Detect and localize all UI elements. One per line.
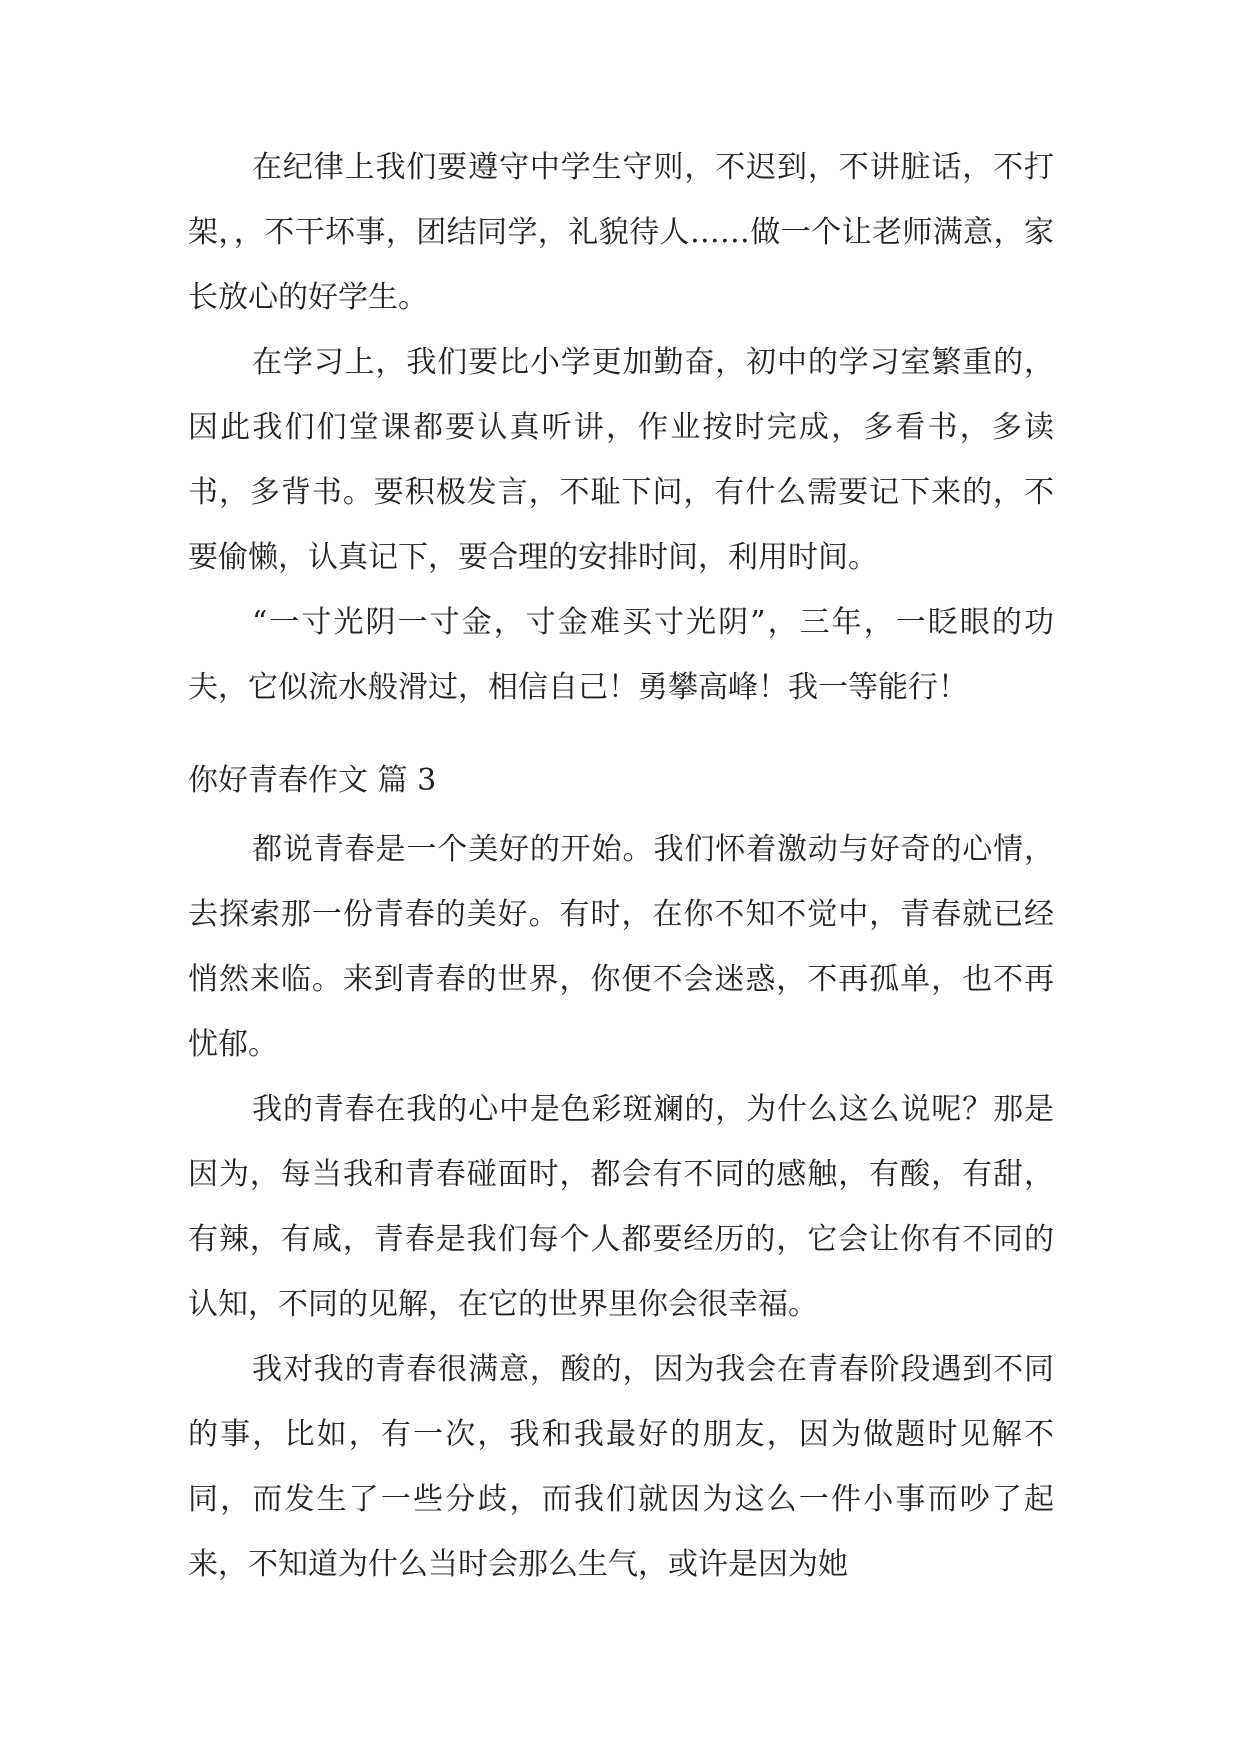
document-body (188, 135, 1054, 1597)
section-title: 你好青春作文 篇 3 (188, 763, 437, 798)
paragraph-time: “一寸光阴一寸金，寸金难买寸光阴”，三年，一眨眼的功夫，它似流水般滑过，相信自己！勇攀高峰！我一等能行！ (188, 605, 1054, 705)
paragraph-youth-intro: 都说青春是一个美好的开始。我们怀着激动与好奇的心情，去探索那一份青春的美好。有时，在你不知不觉中，青春就已经悄然来临。来到青春的世界，你便不会迷惑，不再孤单，也不再忧郁。 (188, 832, 1054, 1062)
paragraph-discipline: 在纪律上我们要遵守中学生守则，不迟到，不讲脏话，不打架，，不干坏事，团结同学，礼貌待人……做一个让老师满意，家长放心的好学生。 (188, 150, 1054, 315)
paragraph-youth-satisfied: 我对我的青春很满意，酸的，因为我会在青春阶段遇到不同的事，比如，有一次，我和我最好的朋友，因为做题时见解不同，而发生了一些分歧，而我们就因为这么一件小事而吵了起来，不知道为什么当时会那么生气，或许是因为她 (188, 1352, 1054, 1582)
paragraph-study: 在学习上，我们要比小学更加勤奋，初中的学习室繁重的，因此我们们堂课都要认真听讲，作业按时完成，多看书，多读书，多背书。要积极发言，不耻下问，有什么需要记下来的，不要偷懒，认真记下，要合理的安排时间，利用时间。 (188, 345, 1054, 575)
paragraph-youth-colors: 我的青春在我的心中是色彩斑斓的，为什么这么说呢？那是因为，每当我和青春碰面时，都会有不同的感触，有酸，有甜，有辣，有咸，青春是我们每个人都要经历的，它会让你有不同的认知，不同的见解，在它的世界里你会很幸福。 (188, 1092, 1054, 1322)
